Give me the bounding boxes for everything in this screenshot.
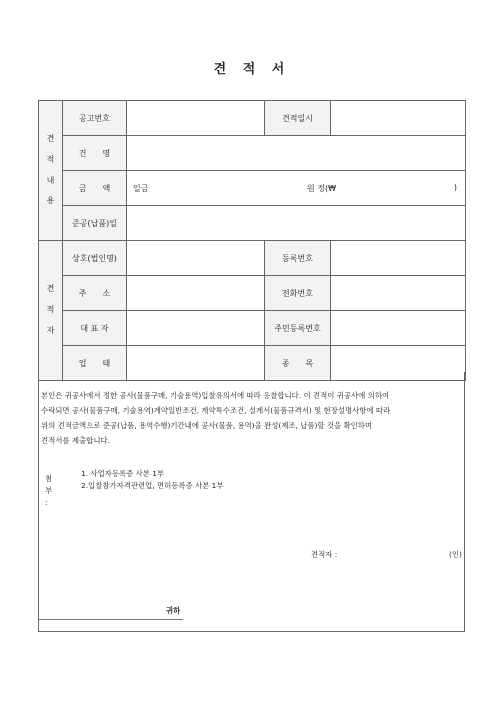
amount-label: 금 액 xyxy=(63,171,127,206)
seal-label: (인) xyxy=(449,550,462,559)
declaration-line: 위의 견적금액으로 준공(납품, 용역수행)기간내에 공사(물품, 용역)을 완성(제조, 납품)할 것을 확인하며 xyxy=(41,421,373,430)
notice-no-label: 공고번호 xyxy=(63,101,127,136)
amount-suffix: 원 정(₩ xyxy=(307,184,337,193)
address-field[interactable] xyxy=(127,276,265,311)
quote-form-table xyxy=(38,100,466,381)
signer-label: 견적자 : xyxy=(311,550,338,559)
notice-no-field[interactable] xyxy=(127,101,265,136)
registration-no-field[interactable] xyxy=(331,241,466,276)
attachment-list xyxy=(81,468,224,492)
declaration-box xyxy=(38,372,465,632)
section-quote-content-label: 견 적 내 용 xyxy=(39,101,63,241)
project-name-field[interactable] xyxy=(127,136,466,171)
resident-no-label: 주민등록번호 xyxy=(265,311,331,346)
amount-prefix: 일금 xyxy=(133,184,149,193)
ceo-field[interactable] xyxy=(127,311,265,346)
declaration-text xyxy=(41,388,463,448)
declaration-line: 견적서를 제출합니다. xyxy=(41,436,110,445)
attachment-item: 1. 사업자등록증 사본 1부 xyxy=(81,469,165,478)
ceo-label: 대 표 자 xyxy=(63,311,127,346)
company-name-field[interactable] xyxy=(127,241,265,276)
declaration-line: 수락되면 공사(물품구매, 기술용역)계약일반조건, 계약특수조건, 설계서(물품규격서) 및 현장설명사항에 따라 xyxy=(41,406,391,415)
resident-no-field[interactable] xyxy=(331,311,466,346)
section-bidder-label: 견 적 자 xyxy=(39,241,63,381)
quote-date-label: 견적일시 xyxy=(265,101,331,136)
business-type-label: 업 태 xyxy=(63,346,127,381)
attachment-item: 2.입찰참가자격관련업, 면허등록증 사본 1부 xyxy=(81,481,224,490)
address-label: 주 소 xyxy=(63,276,127,311)
attachment-label: 첨 부 : xyxy=(45,474,57,507)
document-title: 견 적 서 xyxy=(213,62,291,77)
amount-close: ) xyxy=(453,183,457,192)
recipient-label: 귀하 xyxy=(166,606,181,615)
amount-field[interactable] xyxy=(127,171,466,206)
recipient-underline xyxy=(39,619,183,620)
company-name-label: 상호(법인명) xyxy=(63,241,127,276)
quote-date-field[interactable] xyxy=(331,101,466,136)
project-name-label: 건 명 xyxy=(63,136,127,171)
phone-label: 전화번호 xyxy=(265,276,331,311)
business-item-label: 종 목 xyxy=(265,346,331,381)
completion-date-label: 준공(납품)일 xyxy=(63,206,127,241)
declaration-line: 본인은 귀공사에서 정한 공사(물품구매, 기술용역)입찰유의서에 따라 응찰합니다. 이 견적이 귀공사에 의하여 xyxy=(41,391,390,400)
completion-date-field[interactable] xyxy=(127,206,466,241)
registration-no-label: 등록번호 xyxy=(265,241,331,276)
phone-field[interactable] xyxy=(331,276,466,311)
